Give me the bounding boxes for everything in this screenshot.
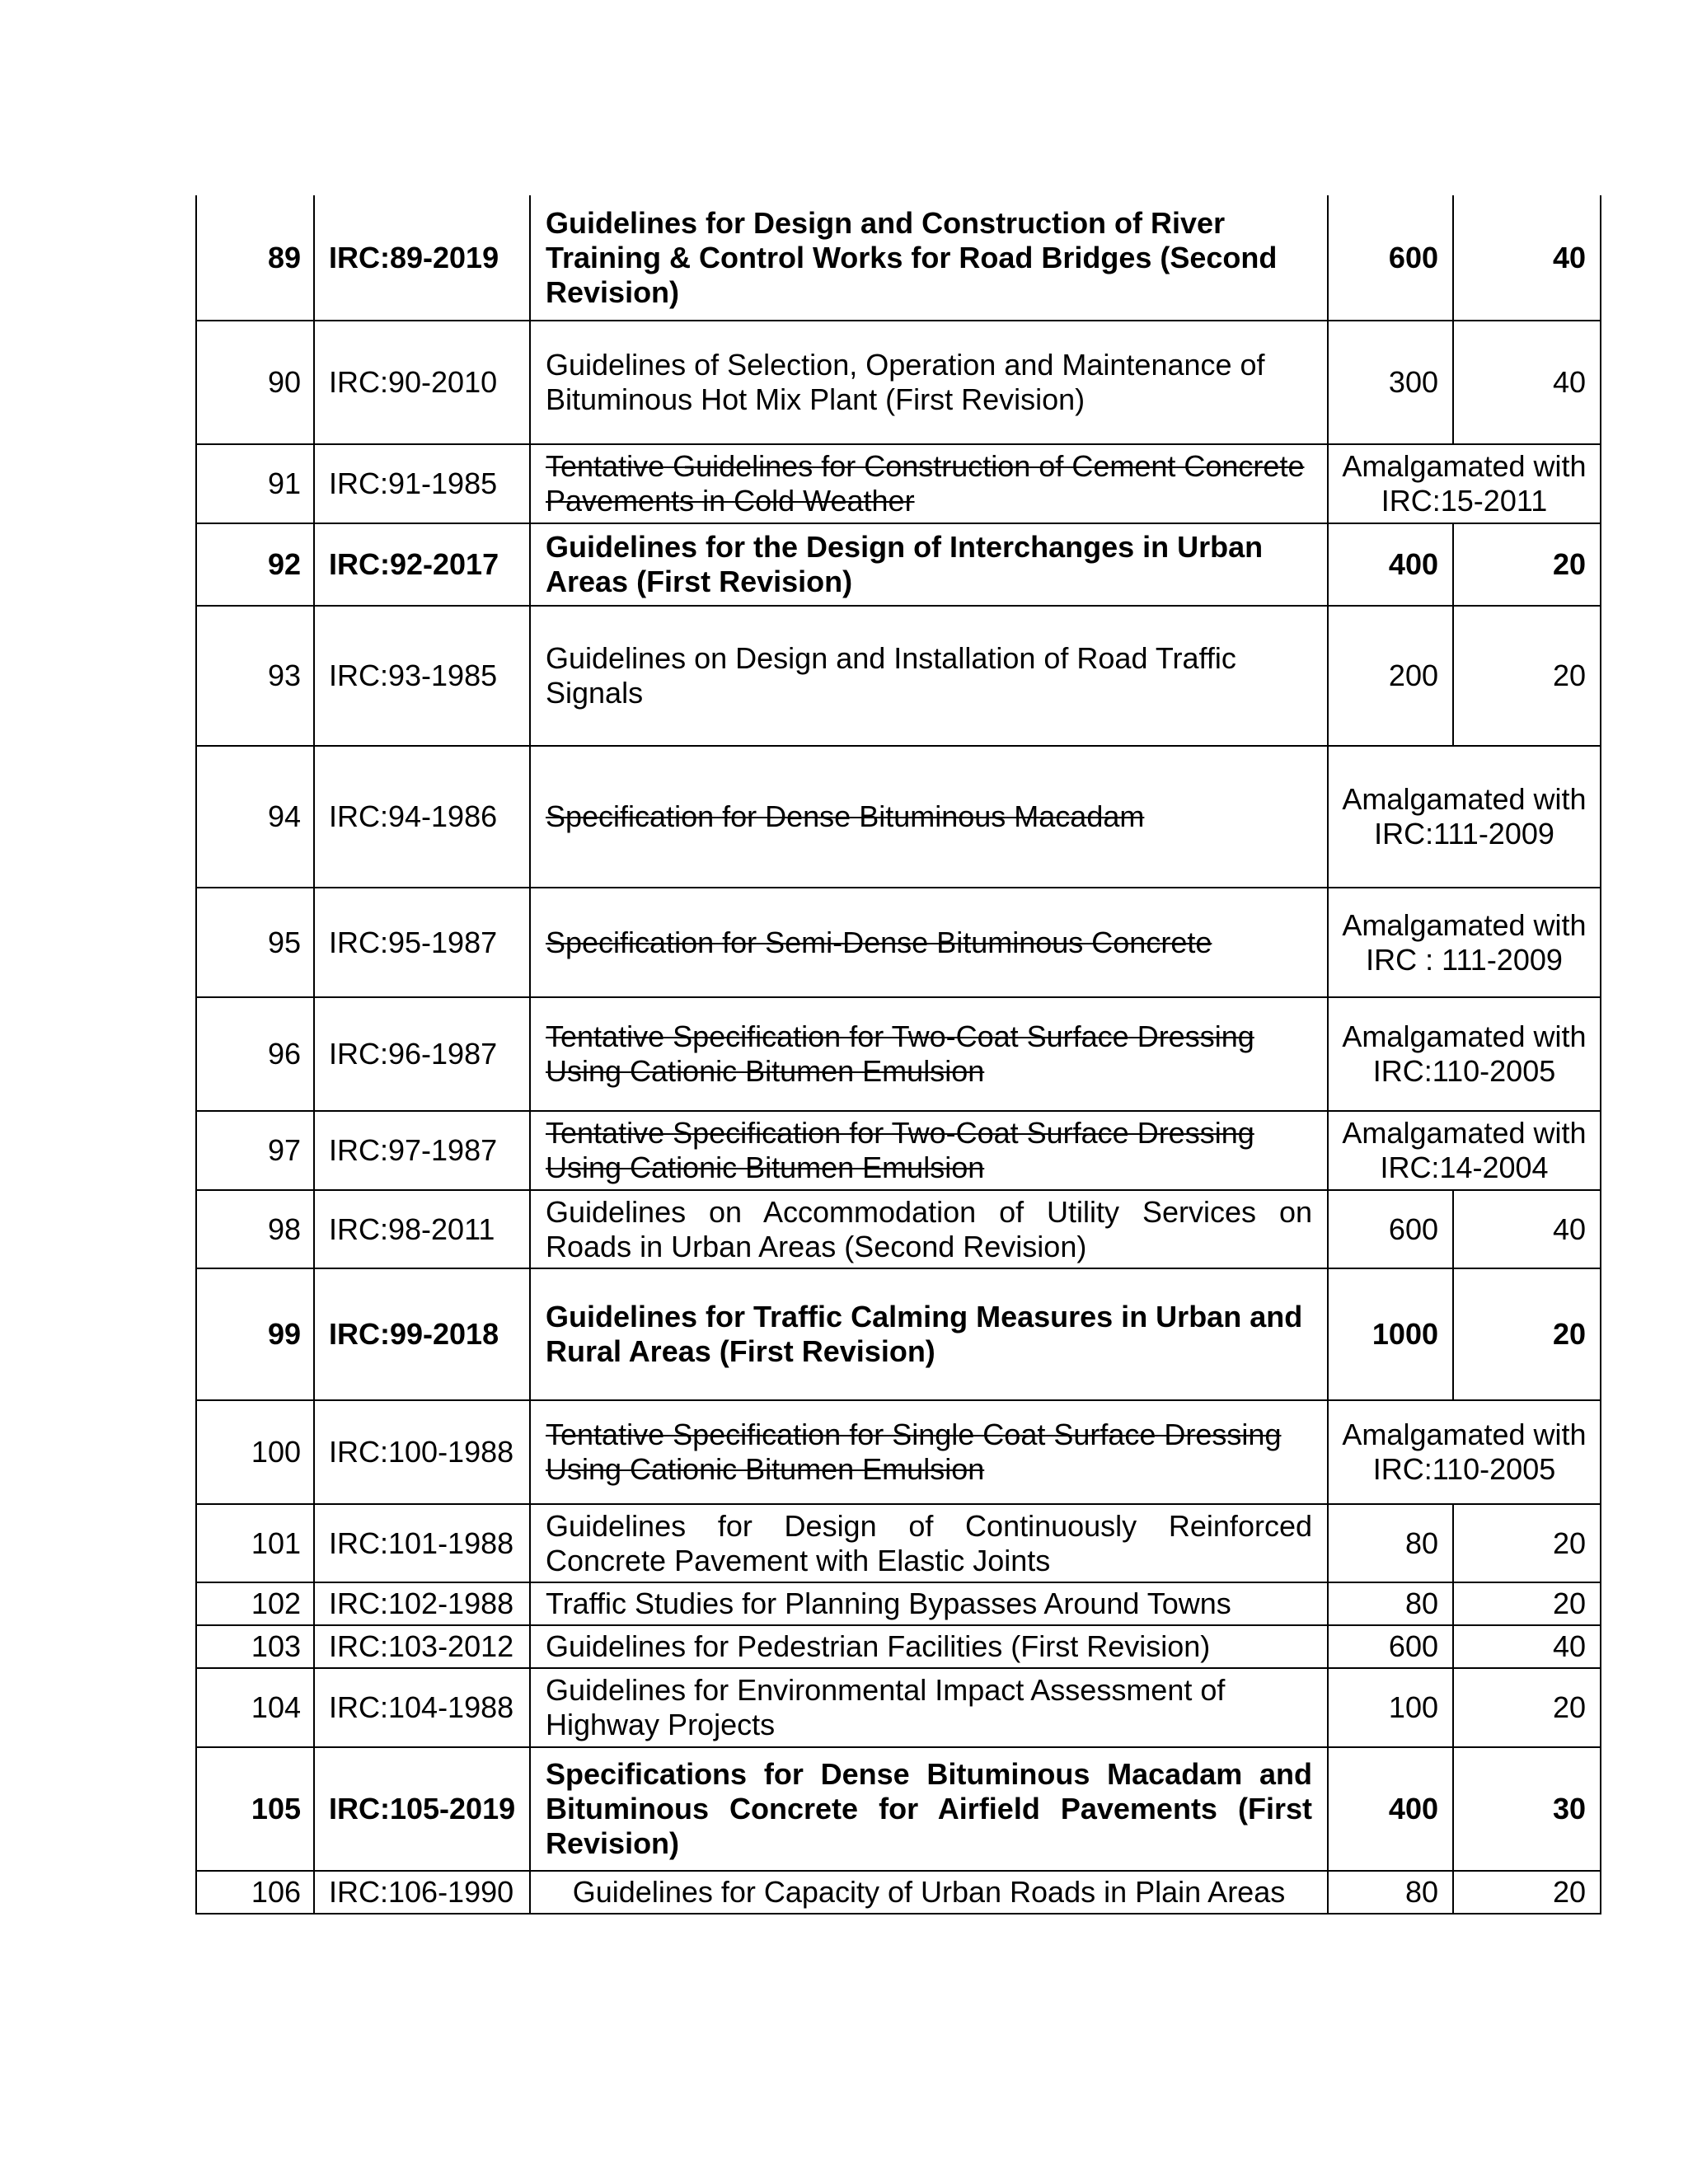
irc-code: IRC:89-2019	[314, 195, 530, 321]
postage: 40	[1453, 1190, 1601, 1268]
publication-title: Guidelines for Environmental Impact Assessment of Highway Projects	[530, 1668, 1328, 1747]
postage: 20	[1453, 1268, 1601, 1400]
publication-title-withdrawn: Specification for Dense Bituminous Macadam	[530, 746, 1328, 888]
publication-title-withdrawn: Tentative Specification for Two-Coat Surface Dressing Using Cationic Bitumen Emulsion	[530, 1111, 1328, 1190]
irc-code: IRC:99-2018	[314, 1268, 530, 1400]
serial-number: 102	[196, 1582, 314, 1625]
price: 80	[1328, 1504, 1453, 1582]
irc-code: IRC:105-2019	[314, 1747, 530, 1871]
amalgamation-status: Amalgamated with IRC:111-2009	[1328, 746, 1601, 888]
irc-code: IRC:98-2011	[314, 1190, 530, 1268]
irc-code: IRC:106-1990	[314, 1871, 530, 1914]
serial-number: 100	[196, 1400, 314, 1504]
serial-number: 96	[196, 997, 314, 1111]
serial-number: 104	[196, 1668, 314, 1747]
price: 400	[1328, 1747, 1453, 1871]
serial-number: 97	[196, 1111, 314, 1190]
publication-title: Traffic Studies for Planning Bypasses Around Towns	[530, 1582, 1328, 1625]
irc-code: IRC:92-2017	[314, 523, 530, 606]
serial-number: 89	[196, 195, 314, 321]
amalgamation-status: Amalgamated with IRC:14-2004	[1328, 1111, 1601, 1190]
postage: 40	[1453, 321, 1601, 444]
publication-title: Guidelines on Accommodation of Utility Services on Roads in Urban Areas (Second Revision)	[530, 1190, 1328, 1268]
irc-code: IRC:103-2012	[314, 1625, 530, 1668]
serial-number: 92	[196, 523, 314, 606]
irc-code: IRC:93-1985	[314, 606, 530, 746]
irc-code: IRC:104-1988	[314, 1668, 530, 1747]
publications-table	[195, 195, 1601, 1915]
irc-code: IRC:91-1985	[314, 444, 530, 523]
serial-number: 94	[196, 746, 314, 888]
serial-number: 90	[196, 321, 314, 444]
irc-code: IRC:100-1988	[314, 1400, 530, 1504]
irc-code: IRC:94-1986	[314, 746, 530, 888]
postage: 40	[1453, 1625, 1601, 1668]
postage: 20	[1453, 1504, 1601, 1582]
publication-title: Guidelines for the Design of Interchanges in Urban Areas (First Revision)	[530, 523, 1328, 606]
price: 100	[1328, 1668, 1453, 1747]
irc-code: IRC:102-1988	[314, 1582, 530, 1625]
price: 600	[1328, 1190, 1453, 1268]
publication-title-withdrawn: Specification for Semi-Dense Bituminous Concrete	[530, 888, 1328, 997]
amalgamation-status: Amalgamated with IRC:15-2011	[1328, 444, 1601, 523]
price: 600	[1328, 1625, 1453, 1668]
publication-title: Guidelines for Traffic Calming Measures in Urban and Rural Areas (First Revision)	[530, 1268, 1328, 1400]
postage: 40	[1453, 195, 1601, 321]
irc-code: IRC:95-1987	[314, 888, 530, 997]
serial-number: 93	[196, 606, 314, 746]
irc-code: IRC:97-1987	[314, 1111, 530, 1190]
publication-title: Specifications for Dense Bituminous Macadam and Bituminous Concrete for Airfield Pavements (First Revision)	[530, 1747, 1328, 1871]
serial-number: 103	[196, 1625, 314, 1668]
serial-number: 101	[196, 1504, 314, 1582]
publication-title: Guidelines of Selection, Operation and Maintenance of Bituminous Hot Mix Plant (First Revision)	[530, 321, 1328, 444]
amalgamation-status: Amalgamated with IRC : 111-2009	[1328, 888, 1601, 997]
price: 80	[1328, 1871, 1453, 1914]
publication-title: Guidelines for Design and Construction of River Training & Control Works for Road Bridges (Second Revision)	[530, 195, 1328, 321]
amalgamation-status: Amalgamated with IRC:110-2005	[1328, 997, 1601, 1111]
publication-title: Guidelines on Design and Installation of Road Traffic Signals	[530, 606, 1328, 746]
publication-title: Guidelines for Capacity of Urban Roads in Plain Areas	[530, 1871, 1328, 1914]
serial-number: 95	[196, 888, 314, 997]
serial-number: 99	[196, 1268, 314, 1400]
price: 80	[1328, 1582, 1453, 1625]
serial-number: 91	[196, 444, 314, 523]
price: 600	[1328, 195, 1453, 321]
serial-number: 98	[196, 1190, 314, 1268]
publication-title: Guidelines for Pedestrian Facilities (First Revision)	[530, 1625, 1328, 1668]
publication-title-withdrawn: Tentative Guidelines for Construction of Cement Concrete Pavements in Cold Weather	[530, 444, 1328, 523]
postage: 20	[1453, 1582, 1601, 1625]
publication-title: Guidelines for Design of Continuously Reinforced Concrete Pavement with Elastic Joints	[530, 1504, 1328, 1582]
price: 300	[1328, 321, 1453, 444]
postage: 30	[1453, 1747, 1601, 1871]
irc-code: IRC:101-1988	[314, 1504, 530, 1582]
postage: 20	[1453, 523, 1601, 606]
price: 400	[1328, 523, 1453, 606]
table-body	[196, 195, 1601, 1914]
price: 1000	[1328, 1268, 1453, 1400]
publication-title-withdrawn: Tentative Specification for Single Coat Surface Dressing Using Cationic Bitumen Emulsion	[530, 1400, 1328, 1504]
publication-title-withdrawn: Tentative Specification for Two-Coat Surface Dressing Using Cationic Bitumen Emulsion	[530, 997, 1328, 1111]
irc-code: IRC:96-1987	[314, 997, 530, 1111]
postage: 20	[1453, 606, 1601, 746]
amalgamation-status: Amalgamated with IRC:110-2005	[1328, 1400, 1601, 1504]
postage: 20	[1453, 1668, 1601, 1747]
postage: 20	[1453, 1871, 1601, 1914]
price: 200	[1328, 606, 1453, 746]
serial-number: 106	[196, 1871, 314, 1914]
irc-code: IRC:90-2010	[314, 321, 530, 444]
serial-number: 105	[196, 1747, 314, 1871]
